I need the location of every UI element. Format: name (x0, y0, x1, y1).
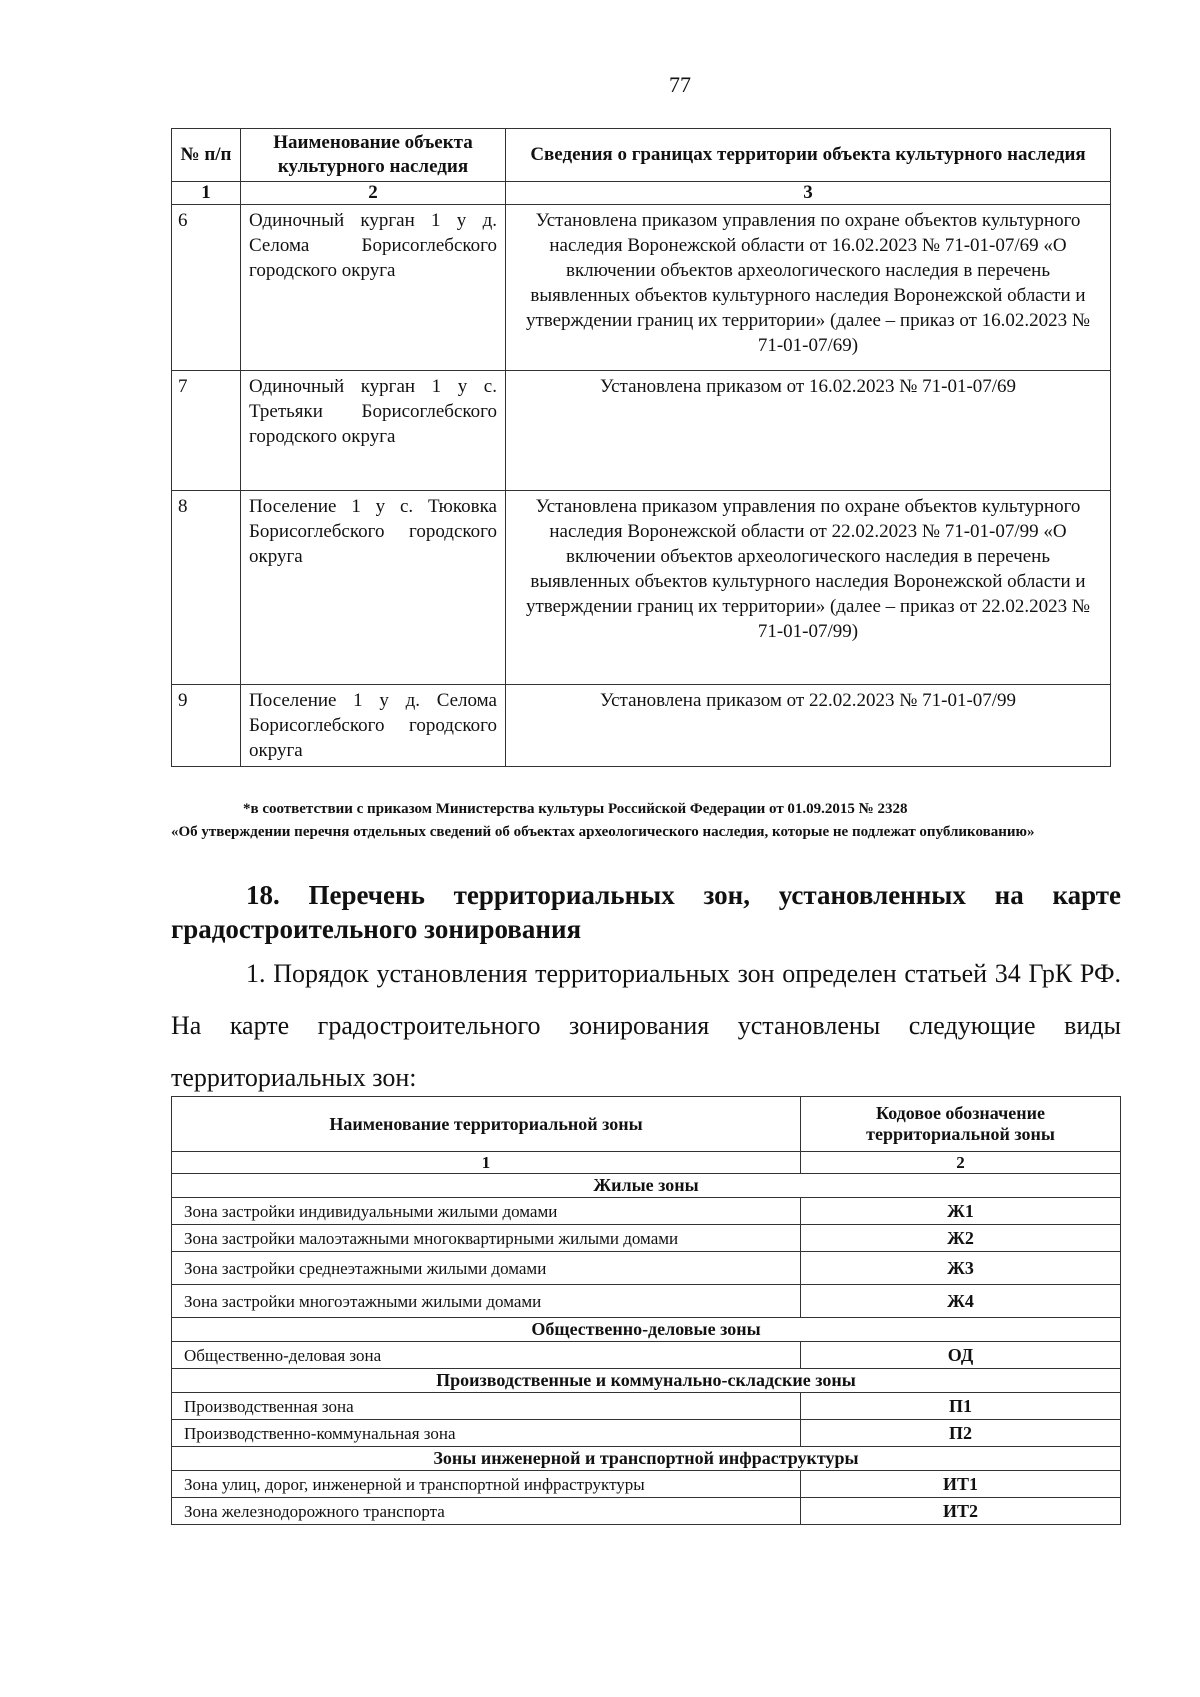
column-number: 2 (241, 182, 506, 205)
table-row (172, 1471, 1121, 1498)
column-header-zone-name: Наименование территориальной зоны (172, 1097, 801, 1152)
table-header-row (172, 129, 1111, 182)
body-paragraph (171, 948, 1121, 1104)
section-heading-text: 18. Перечень территориальных зон, установленных на карте градостроительного зонирования (171, 880, 1121, 944)
table-footnote (171, 798, 1121, 844)
paragraph-text: 1. Порядок установления территориальных зон определен статьей 34 ГрК РФ. На карте градостроительного зонирования установлены следующие виды территориальных зон: (171, 959, 1121, 1092)
zone-name: Зона застройки индивидуальными жилыми домами (172, 1198, 801, 1225)
zone-group-row (172, 1447, 1121, 1471)
zone-code: П1 (801, 1393, 1121, 1420)
section-heading (171, 878, 1121, 946)
table-row (172, 1498, 1121, 1525)
zone-name: Общественно-деловая зона (172, 1342, 801, 1369)
page-number: 77 (669, 72, 691, 97)
table-row (172, 1393, 1121, 1420)
zone-group-title: Общественно-деловые зоны (172, 1318, 1121, 1342)
column-number: 1 (172, 1152, 801, 1174)
zone-name: Зона застройки малоэтажными многоквартирными жилыми домами (172, 1225, 801, 1252)
zone-name: Зона застройки среднеэтажными жилыми домами (172, 1252, 801, 1285)
footnote-line: *в соответствии с приказом Министерства культуры Российской Федерации от 01.09.2015 № 2328 (243, 801, 908, 817)
zone-name: Производственная зона (172, 1393, 801, 1420)
table-row (172, 1252, 1121, 1285)
row-number: 9 (172, 685, 241, 767)
zone-code: Ж4 (801, 1285, 1121, 1318)
boundary-info: Установлена приказом от 22.02.2023 № 71-01-07/99 (506, 685, 1111, 767)
table-row (172, 1198, 1121, 1225)
table-row (172, 685, 1111, 767)
column-header-number: № п/п (172, 129, 241, 182)
zone-group-title: Жилые зоны (172, 1174, 1121, 1198)
territorial-zones-table (171, 1096, 1121, 1525)
table-row (172, 205, 1111, 371)
column-number: 1 (172, 182, 241, 205)
zone-code: Ж3 (801, 1252, 1121, 1285)
footnote-line: «Об утверждении перечня отдельных сведений об объектах археологического наследия, которые не подлежат опубликованию» (171, 824, 1035, 840)
object-name: Одиночный курган 1 у д. Селома Борисоглебского городского округа (241, 205, 506, 371)
table-row (172, 1342, 1121, 1369)
table-row (172, 1420, 1121, 1447)
zone-group-title: Зоны инженерной и транспортной инфраструктуры (172, 1447, 1121, 1471)
row-number: 8 (172, 491, 241, 685)
column-numbers-row (172, 182, 1111, 205)
zone-code: ИТ2 (801, 1498, 1121, 1525)
boundary-info: Установлена приказом управления по охране объектов культурного наследия Воронежской области от 16.02.2023 № 71-01-07/69 «О включении объектов археологического наследия в перечень выявленных объектов культурного наследия Воронежской области и утверждении границ их территории» (далее – приказ от 16.02.2023 № 71-01-07/69) (506, 205, 1111, 371)
zone-group-row (172, 1174, 1121, 1198)
column-number: 2 (801, 1152, 1121, 1174)
heritage-objects-table (171, 128, 1111, 767)
zone-code: ОД (801, 1342, 1121, 1369)
column-number: 3 (506, 182, 1111, 205)
row-number: 6 (172, 205, 241, 371)
zone-code: Ж2 (801, 1225, 1121, 1252)
column-header-zone-code: Кодовое обозначение территориальной зоны (801, 1097, 1121, 1152)
table-header-row (172, 1097, 1121, 1152)
object-name: Поселение 1 у д. Селома Борисоглебского городского округа (241, 685, 506, 767)
zone-group-title: Производственные и коммунально-складские зоны (172, 1369, 1121, 1393)
table-row (172, 1285, 1121, 1318)
table-row (172, 491, 1111, 685)
column-numbers-row (172, 1152, 1121, 1174)
column-header-boundary-info: Сведения о границах территории объекта культурного наследия (506, 129, 1111, 182)
zone-name: Производственно-коммунальная зона (172, 1420, 801, 1447)
column-header-object-name: Наименование объекта культурного наследия (241, 129, 506, 182)
boundary-info: Установлена приказом управления по охране объектов культурного наследия Воронежской области от 22.02.2023 № 71-01-07/99 «О включении объектов археологического наследия в перечень выявленных объектов культурного наследия Воронежской области и утверждении границ их территории» (далее – приказ от 22.02.2023 № 71-01-07/99) (506, 491, 1111, 685)
row-number: 7 (172, 371, 241, 491)
zone-group-row (172, 1318, 1121, 1342)
table-row (172, 1225, 1121, 1252)
zone-code: ИТ1 (801, 1471, 1121, 1498)
table-row (172, 371, 1111, 491)
boundary-info: Установлена приказом от 16.02.2023 № 71-01-07/69 (506, 371, 1111, 491)
zone-name: Зона улиц, дорог, инженерной и транспортной инфраструктуры (172, 1471, 801, 1498)
zone-name: Зона железнодорожного транспорта (172, 1498, 801, 1525)
zone-group-row (172, 1369, 1121, 1393)
zone-code: П2 (801, 1420, 1121, 1447)
zone-name: Зона застройки многоэтажными жилыми домами (172, 1285, 801, 1318)
object-name: Одиночный курган 1 у с. Третьяки Борисоглебского городского округа (241, 371, 506, 491)
object-name: Поселение 1 у с. Тюковка Борисоглебского городского округа (241, 491, 506, 685)
zone-code: Ж1 (801, 1198, 1121, 1225)
